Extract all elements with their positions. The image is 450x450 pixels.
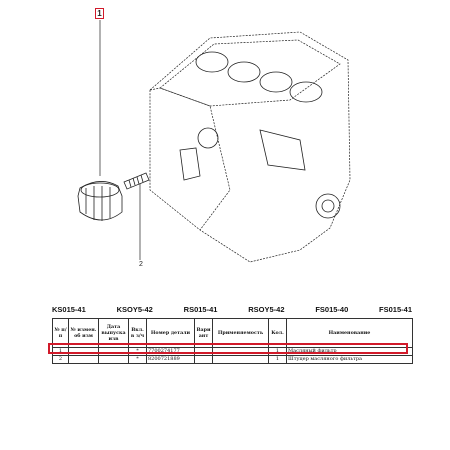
callout-label-2[interactable]: 2 [139,261,143,268]
selected-row-highlight [48,343,408,354]
callout-label-1[interactable]: 1 [95,8,104,19]
col-header-applicability: Применяемость [213,319,269,348]
cylinder-1 [196,52,228,72]
block-side [150,88,230,230]
model-code: KSOY5-42 [116,305,153,314]
col-header-number: № п/п [53,319,69,348]
col-header-variant: Вари ант [195,319,213,348]
cell-quantity: 1 [269,348,287,356]
cell-name: Масляный фильтр [287,348,413,356]
cell-number: 2 [53,356,69,364]
cell-part-number: 8200721889 [147,356,195,364]
oil-filter-drawing [78,181,122,221]
model-code: RS015-41 [183,305,218,314]
cell-quantity: 1 [269,356,287,364]
col-header-part-number: Номер детали [147,319,195,348]
model-code: KS015-41 [52,305,86,314]
cell-variant [195,356,213,364]
col-header-quantity: Кол. [269,319,287,348]
cylinder-2 [228,62,260,82]
block-outline [150,32,350,262]
col-header-spare-part: Вкл. в з/ч [129,319,147,348]
parts-table-container [52,318,413,364]
cell-issue-date [99,356,129,364]
col-header-name: Наименование [287,319,413,348]
model-code: FS015-40 [315,305,349,314]
block-deck [160,40,340,106]
model-code: FS015-41 [379,305,412,314]
cell-spare-part: * [129,348,147,356]
col-header-change-number: № измен. об изм [69,319,99,348]
oil-filter-fitting-drawing [124,173,149,189]
crank-seal [316,194,340,218]
cylinder-4 [290,82,322,102]
model-codes-row [52,305,412,314]
cell-name: Штуцер масляного фильтра [287,356,413,364]
cell-part-number: 7700274177 [147,348,195,356]
cell-change-number [69,356,99,364]
table-row[interactable] [53,356,413,364]
model-code: RSOY5-42 [248,305,285,314]
col-header-issue-date: Дата выпуска изв [99,319,129,348]
parts-table [52,318,413,364]
cylinder-3 [260,72,292,92]
filter-mount [198,128,218,148]
cell-spare-part: * [129,356,147,364]
cell-applicability [213,356,269,364]
cell-number: 1 [53,348,69,356]
